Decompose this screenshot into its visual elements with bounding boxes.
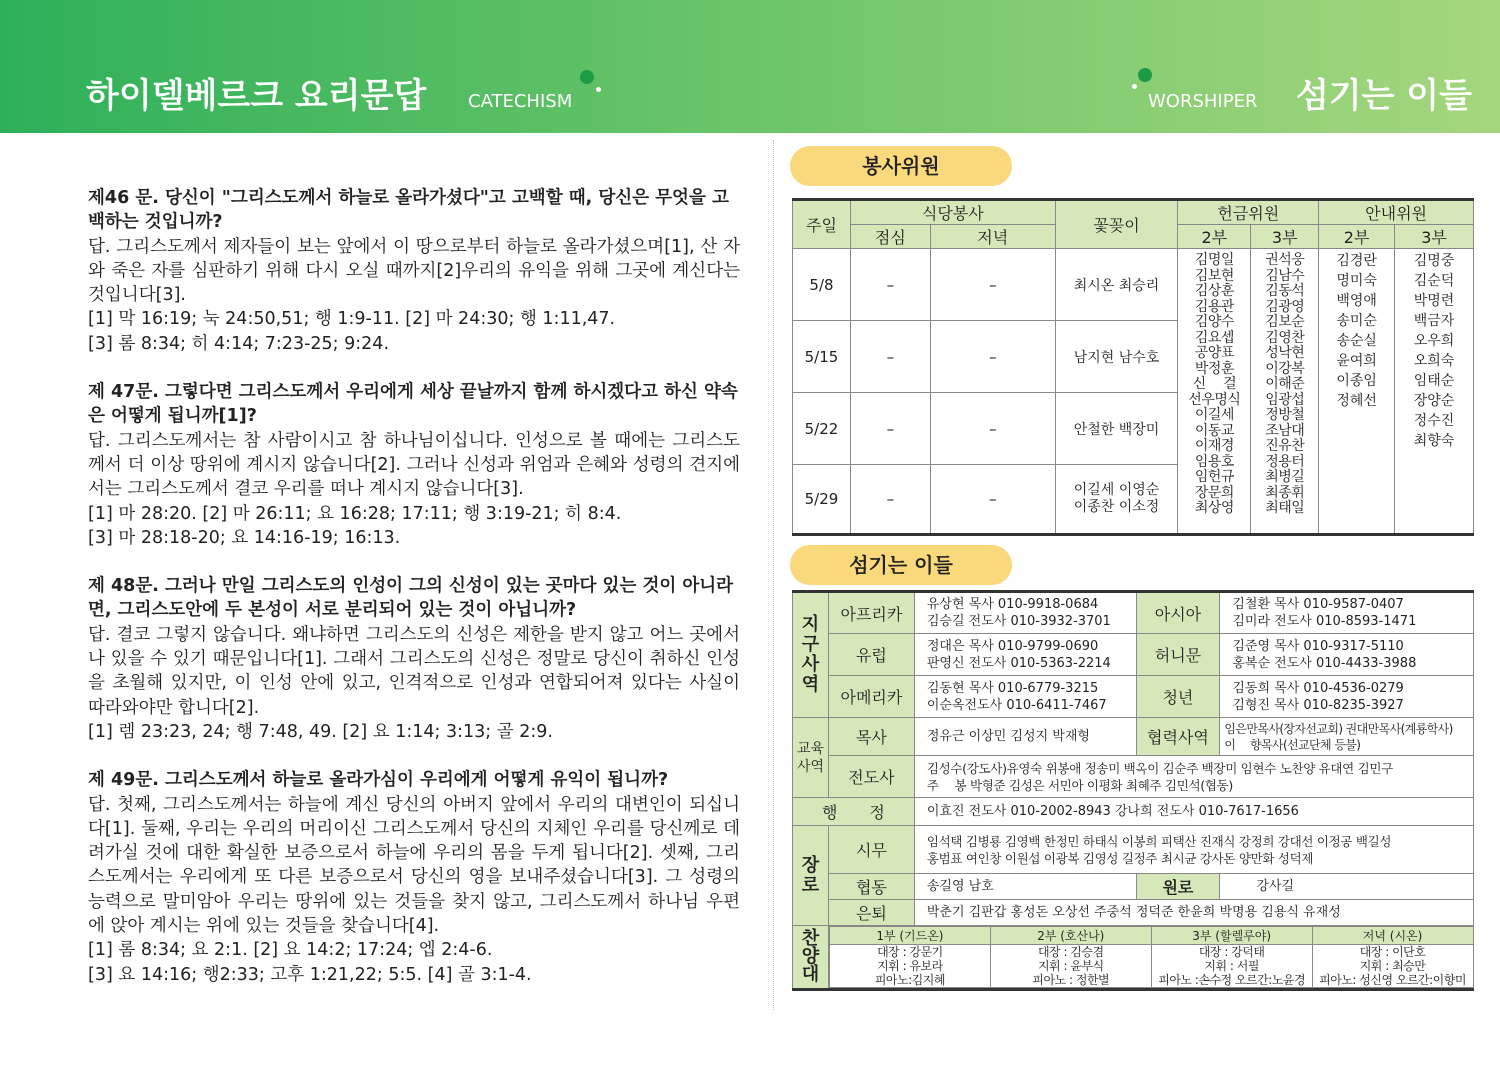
header-offering-3: 3부 xyxy=(1251,225,1319,249)
reference-text: [1] 마 28:20. [2] 마 26:11; 요 16:28; 17:11; 행 3:19-21; 히 8:4. xyxy=(88,503,622,524)
header-kitchen: 식당봉사 xyxy=(850,200,1055,225)
lunch-cell: – xyxy=(850,321,930,393)
lunch-cell: – xyxy=(850,249,930,321)
choir-grid xyxy=(828,926,1473,990)
asia-label: 아시아 xyxy=(1136,592,1220,634)
catechism-q46 xyxy=(88,186,740,356)
guide-2-names: 김경란 명미숙 백영애 송미순 송순실 윤여희 이종임 정혜선 xyxy=(1319,249,1395,535)
admin-value: 이효진 전도사 010-2002-8943 강나희 전도사 010-7617-1656 xyxy=(914,798,1473,826)
lunch-cell: – xyxy=(850,465,930,535)
assoc-value: 송길영 남호 xyxy=(914,874,1136,900)
header-guide: 안내위원 xyxy=(1319,200,1474,225)
choir-pianist: 피아노:김지혜 xyxy=(874,973,945,987)
catechism-section xyxy=(88,186,740,1011)
coop-value: 임은만목사(장자선교회) 권대만목사(계룡학사) 이 향목사(선교단체 등불) xyxy=(1220,718,1474,756)
choir-conductor: 지휘 : 유보라 xyxy=(877,959,943,973)
worshipers-pill: 섬기는 이들 xyxy=(790,545,1012,585)
choir-cell xyxy=(829,945,990,988)
header-guide-3: 3부 xyxy=(1395,225,1474,249)
flower-cell: 안철한 백장미 xyxy=(1055,393,1178,465)
reference-text: [3] 롬 8:34; 히 4:14; 7:23-25; 9:24. xyxy=(88,333,390,354)
worshipers-table xyxy=(792,590,1474,991)
week-date: 5/22 xyxy=(793,393,851,465)
question-text: 제46 문. 당신이 "그리스도께서 하늘로 올라가셨다"고 고백할 때, 당신은 무엇을 고백하는 것입니까? xyxy=(88,188,729,233)
choir-pianist: 피아노 :손수정 오르간:노윤경 xyxy=(1158,973,1306,987)
education-label: 교육 사역 xyxy=(793,718,829,798)
header-dinner: 저녁 xyxy=(930,225,1055,249)
choir-cell xyxy=(1312,945,1473,988)
youth-label: 청년 xyxy=(1136,676,1220,718)
catechism-subtitle: CATECHISM xyxy=(468,91,573,112)
admin-label: 행 정 xyxy=(793,798,915,826)
table-row xyxy=(793,249,1474,321)
flower-cell: 최시온 최승리 xyxy=(1055,249,1178,321)
service-pill: 봉사위원 xyxy=(790,146,1012,186)
honam-label: 허니문 xyxy=(1136,634,1220,676)
active-value: 임석택 김병룡 김영백 한정민 하태식 이봉희 피택산 진재식 강정희 강대선 이정공 백길성 홍범표 여인창 이원섭 이광복 김영성 길정주 최시균 강사돈 양만화 성덕제 xyxy=(914,826,1473,874)
question-text: 제 48문. 그러나 만일 그리스도의 인성이 그의 신성이 있는 곳마다 있는 것이 아니라면, 그리스도안에 두 본성이 서로 분리되어 있는 것이 아닙니까? xyxy=(88,576,734,621)
coop-label: 협력사역 xyxy=(1136,718,1220,756)
lunch-cell: – xyxy=(850,393,930,465)
dinner-cell: – xyxy=(930,393,1055,465)
choir-pianist: 피아노 : 정한별 xyxy=(1032,973,1110,987)
week-date: 5/15 xyxy=(793,321,851,393)
evangelist-value: 김성수(강도사)유영숙 위봉애 정송미 백옥이 김순주 백장미 임현수 노찬양 유대연 김민구 주 봉 박형준 김성은 서민아 이평화 최혜주 김민석(협동) xyxy=(914,756,1473,798)
header-lunch: 점심 xyxy=(850,225,930,249)
header-flower: 꽃꽂이 xyxy=(1055,200,1178,249)
week-date: 5/8 xyxy=(793,249,851,321)
active-label: 시무 xyxy=(828,826,914,874)
reference-text: [3] 요 14:16; 행2:33; 고후 1:21,22; 5:5. [4] 골 3:1-4. xyxy=(88,964,532,985)
reference-text: [1] 롬 8:34; 요 2:1. [2] 요 14:2; 17:24; 엡 2:4-6. xyxy=(88,940,493,961)
elder-label: 장 로 xyxy=(793,826,829,926)
choir-leader: 대장 : 이단호 xyxy=(1359,945,1426,959)
decor-dot-icon xyxy=(1132,84,1137,89)
region-label: 지 구 사 역 xyxy=(793,592,829,718)
senior-label: 원로 xyxy=(1136,874,1220,900)
choir-leader: 대장 : 강덕태 xyxy=(1198,945,1265,959)
choir-table xyxy=(829,926,1474,988)
offering-2-names: 김명일 김보현 김상훈 김용관 김양수 김요셉 공양표 박정훈 신 걸 선우명식 이길세 이동교 이재경 임용호 임헌규 장문희 최상영 xyxy=(1178,249,1251,535)
choir-cell xyxy=(1151,945,1312,988)
europe-value: 정대은 목사 010-9799-0690 판영신 전도사 010-5363-2214 xyxy=(914,634,1136,676)
catechism-title: 하이델베르크 요리문답 xyxy=(86,76,427,116)
assoc-label: 협동 xyxy=(828,874,914,900)
header-offering: 헌금위원 xyxy=(1178,200,1319,225)
catechism-q48 xyxy=(88,574,740,744)
choir-conductor: 지휘 : 서필 xyxy=(1204,959,1259,973)
worshiper-title: 섬기는 이들 xyxy=(1295,76,1472,116)
dinner-cell: – xyxy=(930,321,1055,393)
header-guide-2: 2부 xyxy=(1319,225,1395,249)
catechism-q49 xyxy=(88,768,740,987)
dinner-cell: – xyxy=(930,465,1055,535)
choir-header: 1부 (기드온) xyxy=(829,927,990,945)
header-week: 주일 xyxy=(793,200,851,249)
decor-dot-icon xyxy=(580,70,594,84)
reference-text: [1] 렘 23:23, 24; 행 7:48, 49. [2] 요 1:14; 3:13; 골 2:9. xyxy=(88,721,553,742)
answer-text: 답. 그리스도께서는 참 사람이시고 참 하나님이십니다. 인성으로 볼 때에는 그리스도께서 더 이상 땅위에 계시지 않습니다[2]. 그러나 신성과 위엄과 은혜와 성령의 견지에서는 그리스도께서 결코 우리를 떠나 계시지 않습니다[3]. xyxy=(88,430,740,500)
pastor-value: 정유근 이상민 김성지 박재형 xyxy=(914,718,1136,756)
reference-text: [1] 막 16:19; 눅 24:50,51; 행 1:9-11. [2] 마 24:30; 행 1:11,47. xyxy=(88,309,616,330)
choir-header: 2부 (호산나) xyxy=(990,927,1151,945)
dinner-cell: – xyxy=(930,249,1055,321)
retired-value: 박춘기 김판갑 홍성돈 오상선 주중석 정덕준 한윤희 박명용 김용식 유재성 xyxy=(914,900,1473,926)
retired-label: 은퇴 xyxy=(828,900,914,926)
senior-value: 강사길 xyxy=(1220,874,1474,900)
question-text: 제 49문. 그리스도께서 하늘로 올라가심이 우리에게 어떻게 유익이 됩니까? xyxy=(88,770,669,791)
week-date: 5/29 xyxy=(793,465,851,535)
europe-label: 유럽 xyxy=(828,634,914,676)
choir-pianist: 피아노: 성신영 오르간:이향미 xyxy=(1319,973,1466,987)
choir-header: 저녁 (시온) xyxy=(1312,927,1473,945)
service-table xyxy=(792,198,1474,536)
choir-leader: 대장 : 김승겸 xyxy=(1037,945,1104,959)
header-offering-2: 2부 xyxy=(1178,225,1251,249)
answer-text: 답. 첫째, 그리스도께서는 하늘에 계신 당신의 아버지 앞에서 우리의 대변인이 되십니다[1]. 둘째, 우리는 우리의 머리이신 그리스도께서 당신의 지체인 우리를 당신께로 데려가실 것에 대한 확실한 보증으로서 하늘에 우리의 몸을 두게 됩니다[2]. 셋째, 그리스도께서는 우리에게 또 다른 보증으로서 당신의 영을 보내주셨습니다[3]. 그 성령의 능력으로 말미암아 우리는 땅위에 있는 것들을 찾지 않고, 그리스도께서 하나님 우편에 앉아 계시는 위에 있는 것들을 찾습니다[4]. xyxy=(88,794,740,937)
evangelist-label: 전도사 xyxy=(828,756,914,798)
choir-cell xyxy=(990,945,1151,988)
catechism-q47 xyxy=(88,380,740,550)
asia-value: 김철환 목사 010-9587-0407 김미라 전도사 010-8593-1471 xyxy=(1220,592,1474,634)
choir-conductor: 지휘 : 윤부식 xyxy=(1037,959,1104,973)
question-text: 제 47문. 그렇다면 그리스도께서 우리에게 세상 끝날까지 함께 하시겠다고 하신 약속은 어떻게 됩니까[1]? xyxy=(88,382,738,427)
youth-value: 김동희 목사 010-4536-0279 김형진 목사 010-8235-3927 xyxy=(1220,676,1474,718)
column-divider xyxy=(773,140,774,1010)
reference-text: [3] 마 28:18-20; 요 14:16-19; 16:13. xyxy=(88,527,401,548)
pastor-label: 목사 xyxy=(828,718,914,756)
africa-value: 유상현 목사 010-9918-0684 김승길 전도사 010-3932-3701 xyxy=(914,592,1136,634)
guide-3-names: 김명중 김순덕 박명련 백금자 오우희 오희숙 임태순 장양순 정수진 최향숙 xyxy=(1395,249,1474,535)
offering-3-names: 권석웅 김남수 김동석 김광영 김보순 김영찬 성낙현 이강복 이해준 임광섭 정방철 조남대 진유찬 정용터 최병길 최종휘 최태일 xyxy=(1251,249,1319,535)
decor-dot-icon xyxy=(596,87,601,92)
america-value: 김동현 목사 010-6779-3215 이순옥전도사 010-6411-7467 xyxy=(914,676,1136,718)
honam-value: 김준영 목사 010-9317-5110 홍복순 전도사 010-4433-3988 xyxy=(1220,634,1474,676)
flower-cell: 남지현 남수호 xyxy=(1055,321,1178,393)
choir-conductor: 지휘 : 최승만 xyxy=(1359,959,1426,973)
worshiper-subtitle: WORSHIPER xyxy=(1148,91,1258,112)
answer-text: 답. 그리스도께서 제자들이 보는 앞에서 이 땅으로부터 하늘로 올라가셨으며[1], 산 자와 죽은 자를 심판하기 위해 다시 오실 때까지[2]우리의 유익을 위해 그곳에 계신다는 것입니다[3]. xyxy=(88,236,740,306)
choir-header: 3부 (할렐루야) xyxy=(1151,927,1312,945)
decor-dot-icon xyxy=(1138,68,1152,82)
america-label: 아메리카 xyxy=(828,676,914,718)
page-header xyxy=(0,0,1500,133)
flower-cell: 이길세 이영순 이종찬 이소정 xyxy=(1055,465,1178,535)
choir-label: 찬 양 대 xyxy=(793,926,829,990)
africa-label: 아프리카 xyxy=(828,592,914,634)
answer-text: 답. 결코 그렇지 않습니다. 왜냐하면 그리스도의 신성은 제한을 받지 않고 어느 곳에서나 있을 수 있기 때문입니다[1]. 그래서 그리스도의 신성은 정말로 당신이 취하신 인성을 초월해 있지만, 이 인성 안에 있고, 인격적으로 인성과 연합되어져 있다는 사실이 따라와야만 합니다[2]. xyxy=(88,624,740,718)
choir-leader: 대장 : 강문기 xyxy=(877,945,943,959)
